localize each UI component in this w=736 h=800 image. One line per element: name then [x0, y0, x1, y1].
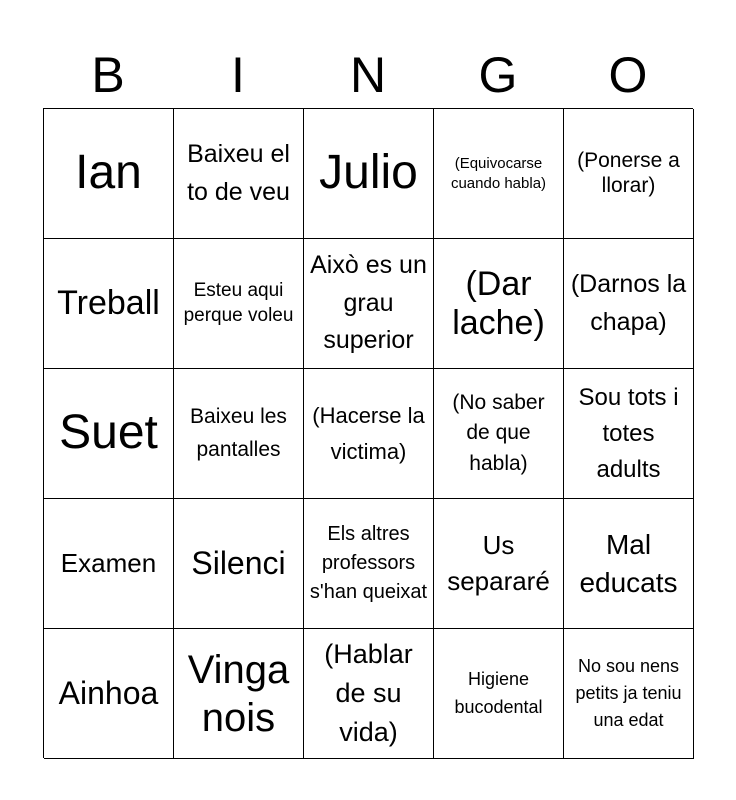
header-letter-o: O: [608, 47, 648, 103]
header-letter-n: N: [349, 47, 387, 103]
bingo-cell[interactable]: (Equivocarse cuando habla): [434, 109, 564, 239]
bingo-cell[interactable]: (No saber de que habla): [434, 369, 564, 499]
bingo-cell[interactable]: Esteu aqui perque voleu: [174, 239, 304, 369]
bingo-cell[interactable]: Això es un grau superior: [304, 239, 434, 369]
bingo-board: [43, 108, 693, 758]
bingo-cell[interactable]: Treball: [44, 239, 174, 369]
bingo-cell[interactable]: (Darnos la chapa): [564, 239, 694, 369]
bingo-cell[interactable]: (Hablar de su vida): [304, 629, 434, 759]
bingo-cell[interactable]: Julio: [304, 109, 434, 239]
bingo-header: [43, 42, 693, 108]
bingo-cell[interactable]: Baixeu el to de veu: [174, 109, 304, 239]
bingo-cell[interactable]: (Hacerse la victima): [304, 369, 434, 499]
bingo-cell[interactable]: Examen: [44, 499, 174, 629]
bingo-cell[interactable]: Us separaré: [434, 499, 564, 629]
bingo-cell[interactable]: Baixeu les pantalles: [174, 369, 304, 499]
bingo-cell[interactable]: (Dar lache): [434, 239, 564, 369]
bingo-cell[interactable]: (Ponerse a llorar): [564, 109, 694, 239]
header-letter-i: I: [231, 47, 245, 103]
bingo-cell[interactable]: Mal educats: [564, 499, 694, 629]
bingo-cell[interactable]: Silenci: [174, 499, 304, 629]
bingo-cell[interactable]: No sou nens petits ja teniu una edat: [564, 629, 694, 759]
bingo-cell[interactable]: Ainhoa: [44, 629, 174, 759]
bingo-cell[interactable]: Els altres professors s'han queixat: [304, 499, 434, 629]
header-letter-g: G: [478, 47, 518, 103]
bingo-cell[interactable]: Ian: [44, 109, 174, 239]
bingo-cell[interactable]: Suet: [44, 369, 174, 499]
bingo-cell[interactable]: Vinga nois: [174, 629, 304, 759]
bingo-cell[interactable]: Higiene bucodental: [434, 629, 564, 759]
bingo-cell[interactable]: Sou tots i totes adults: [564, 369, 694, 499]
header-letter-b: B: [91, 47, 125, 103]
